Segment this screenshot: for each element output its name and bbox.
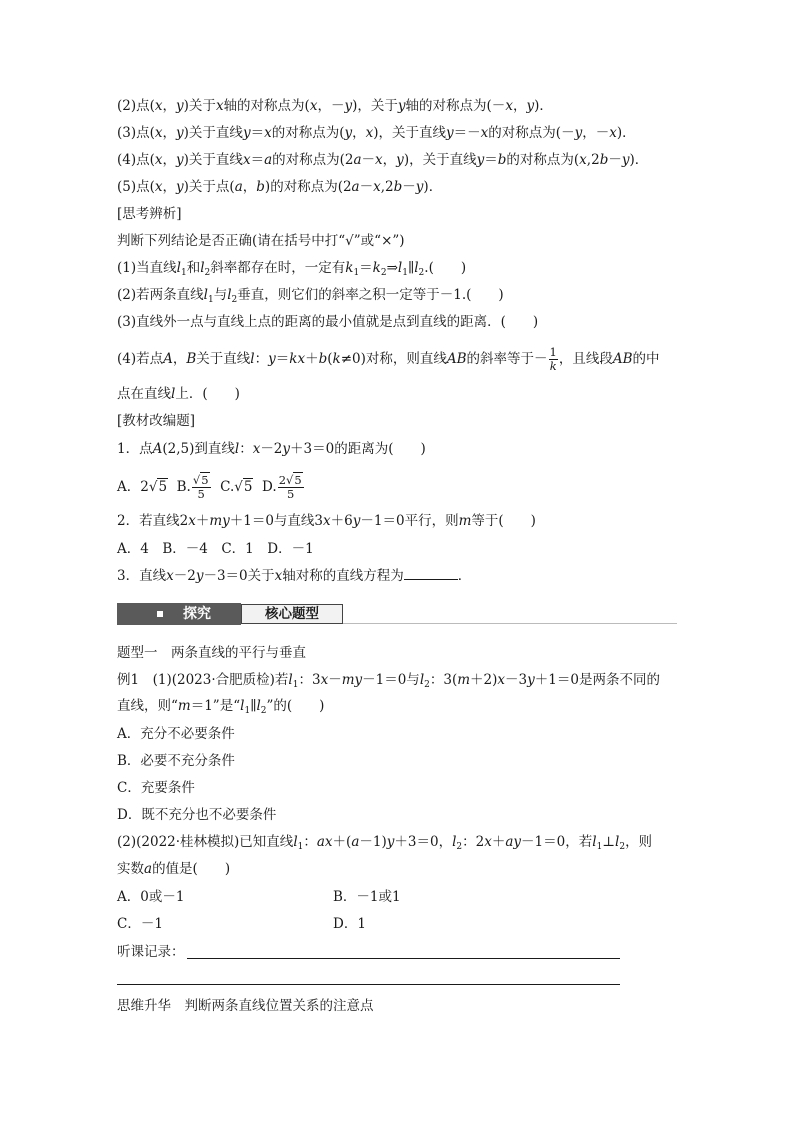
think-question-3: (3)直线外一点与直线上点的距离的最小值就是点到直线的距离．( ) bbox=[117, 314, 539, 330]
think-question-4: (4)若点A，B关于直线l：y＝kx＋b(k≠0)对称，则直线AB的斜率等于－ $\frac{1}{k}$ ，且线段AB的中 bbox=[117, 345, 660, 373]
symmetry-item-2: (2)点(x，y)关于x轴的对称点为(x，－y)，关于y轴的对称点为(－x，y)． bbox=[117, 98, 553, 114]
symmetry-item-5: (5)点(x，y)关于点(a，b)的对称点为(2a－x,2b－y)． bbox=[117, 179, 443, 195]
symmetry-item-3: (3)点(x，y)关于直线y＝x的对称点为(y，x)，关于直线y＝－x的对称点为(－y，－x)． bbox=[117, 125, 636, 141]
think-intro: 判断下列结论是否正确(请在括号中打“√”或“×”) bbox=[117, 233, 405, 249]
answer-blank bbox=[404, 567, 458, 580]
notes-line-1 bbox=[187, 958, 620, 959]
sqrt-five-c: √5 bbox=[234, 479, 253, 495]
example1-part2: (2)(2022·桂林模拟)已知直线$l_1$：ax＋(a－1)y＋3＝0，$l_2$：2x＋ay－1＝0，若$l_1\perp l_2$，则 bbox=[117, 834, 653, 852]
think-heading: [思考辨析] bbox=[117, 206, 182, 222]
fraction-2sqrt5-over-5: $\frac{2√5}{5}$ bbox=[278, 473, 302, 501]
example1-part1: 例1 (1)(2023·合肥质检)若$l_1$：3x－my－1＝0与$l_2$：3(m＋2)x－3y＋1＝0是两条不同的 bbox=[117, 672, 660, 690]
example1-part2-option-d: D．1 bbox=[333, 916, 366, 932]
example1-part2-option-c: C．－1 bbox=[117, 916, 163, 932]
textbook-problem-2-options: A．4 B．－4 C．1 D．－1 bbox=[117, 541, 314, 557]
banner-label-core: 核心题型 bbox=[265, 606, 319, 622]
example1-option-b: B．必要不充分条件 bbox=[117, 753, 235, 769]
example1-option-c: C．充要条件 bbox=[117, 780, 195, 796]
fraction-sqrt5-over-5: $\frac{√5}{5}$ bbox=[192, 473, 209, 501]
summary-heading: 思维升华 判断两条直线位置关系的注意点 bbox=[117, 998, 374, 1014]
fraction-one-over-k: $\frac{1}{k}$ bbox=[549, 345, 557, 373]
banner-label-box bbox=[241, 604, 343, 624]
section-banner bbox=[117, 603, 677, 625]
banner-rule bbox=[343, 623, 677, 624]
textbook-problem-2: 2．若直线2x＋my＋1＝0与直线3x＋6y－1＝0平行，则m等于( ) bbox=[117, 513, 536, 529]
example1-part2-cont: 实数a的值是( ) bbox=[117, 861, 231, 877]
notes-line-2 bbox=[117, 984, 620, 985]
type1-title: 题型一 两条直线的平行与垂直 bbox=[117, 645, 306, 661]
banner-dark-block bbox=[117, 603, 241, 625]
textbook-heading: [教材改编题] bbox=[117, 413, 196, 429]
sqrt-five-a: √5 bbox=[148, 479, 168, 495]
example1-part2-option-a: A．0或－1 bbox=[117, 889, 185, 905]
example1-option-a: A．充分不必要条件 bbox=[117, 726, 235, 742]
textbook-problem-1: 1．点A(2,5)到直线l：x－2y＋3＝0的距离为( ) bbox=[117, 441, 426, 457]
think-question-2: (2)若两条直线$l_1$与$l_2$垂直，则它们的斜率之积一定等于－1.( ) bbox=[117, 287, 504, 305]
banner-square-icon bbox=[157, 611, 163, 617]
banner-label-explore: 探究 bbox=[183, 606, 211, 622]
textbook-problem-1-options: A．2√5 B. $\frac{√5}{5}$ C.√5 D. $\frac{2√5}{5}$ bbox=[117, 473, 302, 501]
example1-part1-cont: 直线，则“m＝1”是“$l_1\parallel l_2$”的( ) bbox=[117, 698, 325, 716]
think-question-4-cont: 点在直线l上．( ) bbox=[117, 386, 240, 402]
symmetry-item-4: (4)点(x，y)关于直线x＝a的对称点为(2a－x，y)，关于直线y＝b的对称点为(x,2b－y)． bbox=[117, 152, 649, 168]
example1-part2-option-b: B．－1或1 bbox=[333, 889, 401, 905]
think-question-1: (1)当直线$l_1$和$l_2$斜率都存在时，一定有$k_1=k_2\Rightarrow l_1\parallel l_2$.( ) bbox=[117, 260, 467, 278]
example1-option-d: D．既不充分也不必要条件 bbox=[117, 807, 277, 823]
textbook-problem-3: 3．直线x－2y－3＝0关于x轴对称的直线方程为 ． bbox=[117, 568, 472, 584]
notes-label: 听课记录： bbox=[117, 944, 185, 960]
